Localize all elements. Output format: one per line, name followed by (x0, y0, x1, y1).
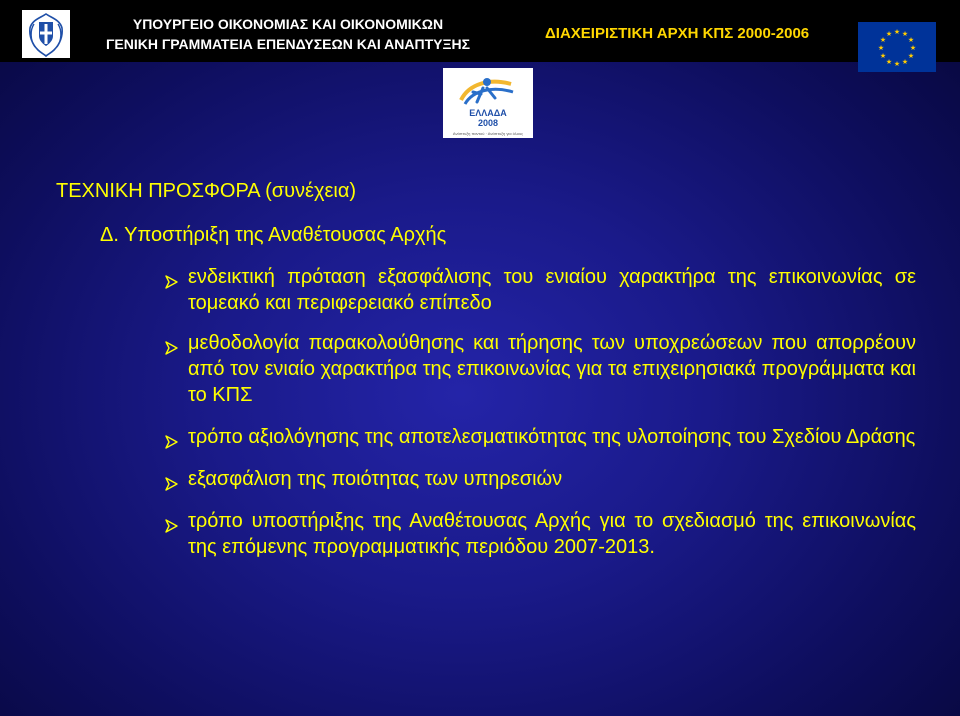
programme-title: ΔΙΑΧΕΙΡΙΣΤΙΚΗ ΑΡΧΗ ΚΠΣ 2000-2006 (545, 25, 810, 42)
section-subheading: Δ. Υποστήριξη της Αναθέτουσας Αρχής (100, 224, 447, 246)
svg-text:★: ★ (909, 44, 917, 52)
logo-year: 2008 (477, 118, 499, 128)
arrowhead-bullet-icon (164, 270, 178, 284)
bullet-text: τρόπο υποστήριξης της Αναθέτουσας Αρχής για το σχεδιασμό της επικοινωνίας της επόμενης προγραμματικής περιόδου 2007-2013. (188, 510, 916, 558)
arrowhead-bullet-icon (164, 430, 178, 444)
greek-emblem-icon (22, 10, 70, 58)
list-item (158, 424, 916, 450)
bullet-list (158, 264, 916, 576)
list-item (158, 264, 916, 316)
bullet-text: μεθοδολογία παρακολούθησης και τήρησης των υποχρεώσεων που απορρέουν από τον ενιαίο χαρακτήρα της επικοινωνίας για τα επιχειρησιακά προγράμματα και το ΚΠΣ (188, 332, 916, 406)
ministry-line-2: ΓΕΝΙΚΗ ΓΡΑΜΜΑΤΕΙΑ ΕΠΕΝΔΥΣΕΩΝ ΚΑΙ ΑΝΑΠΤΥΞΗΣ (105, 36, 471, 52)
arrowhead-bullet-icon (164, 336, 178, 350)
ministry-line-1: ΥΠΟΥΡΓΕΙΟ ΟΙΚΟΝΟΜΙΑΣ ΚΑΙ ΟΙΚΟΝΟΜΙΚΩΝ (132, 16, 444, 32)
arrowhead-bullet-icon (164, 472, 178, 486)
list-item (158, 508, 916, 560)
svg-text:★: ★ (901, 58, 909, 66)
svg-text:★: ★ (901, 30, 909, 38)
eu-flag-icon (858, 22, 936, 72)
bullet-text: ενδεικτική πρόταση εξασφάλισης του ενιαίου χαρακτήρα της επικοινωνίας σε τομεακό και περιφερειακό επίπεδο (188, 266, 916, 314)
logo-text: ΕΛΛΑΔΑ (469, 108, 507, 118)
bullet-text: τρόπο αξιολόγησης της αποτελεσματικότητας της υλοποίησης του Σχεδίου Δράσης (188, 426, 916, 448)
arrowhead-bullet-icon (164, 514, 178, 528)
list-item (158, 330, 916, 408)
ministry-title (78, 14, 498, 54)
svg-text:★: ★ (877, 44, 885, 52)
logo-caption: Ανάπτυξη παντού · Ανάπτυξη για όλους (452, 131, 524, 136)
svg-text:★: ★ (885, 30, 893, 38)
svg-text:★: ★ (893, 28, 901, 36)
greece-2008-logo (443, 68, 533, 138)
svg-text:★: ★ (879, 36, 887, 44)
svg-text:★: ★ (893, 60, 901, 68)
svg-text:★: ★ (907, 52, 915, 60)
svg-text:★: ★ (907, 36, 915, 44)
list-item (158, 466, 916, 492)
svg-text:★: ★ (885, 58, 893, 66)
slide-heading: ΤΕΧΝΙΚΗ ΠΡΟΣΦΟΡΑ (συνέχεια) (56, 180, 357, 202)
svg-text:★: ★ (879, 52, 887, 60)
bullet-text: εξασφάλιση της ποιότητας των υπηρεσιών (188, 468, 563, 490)
